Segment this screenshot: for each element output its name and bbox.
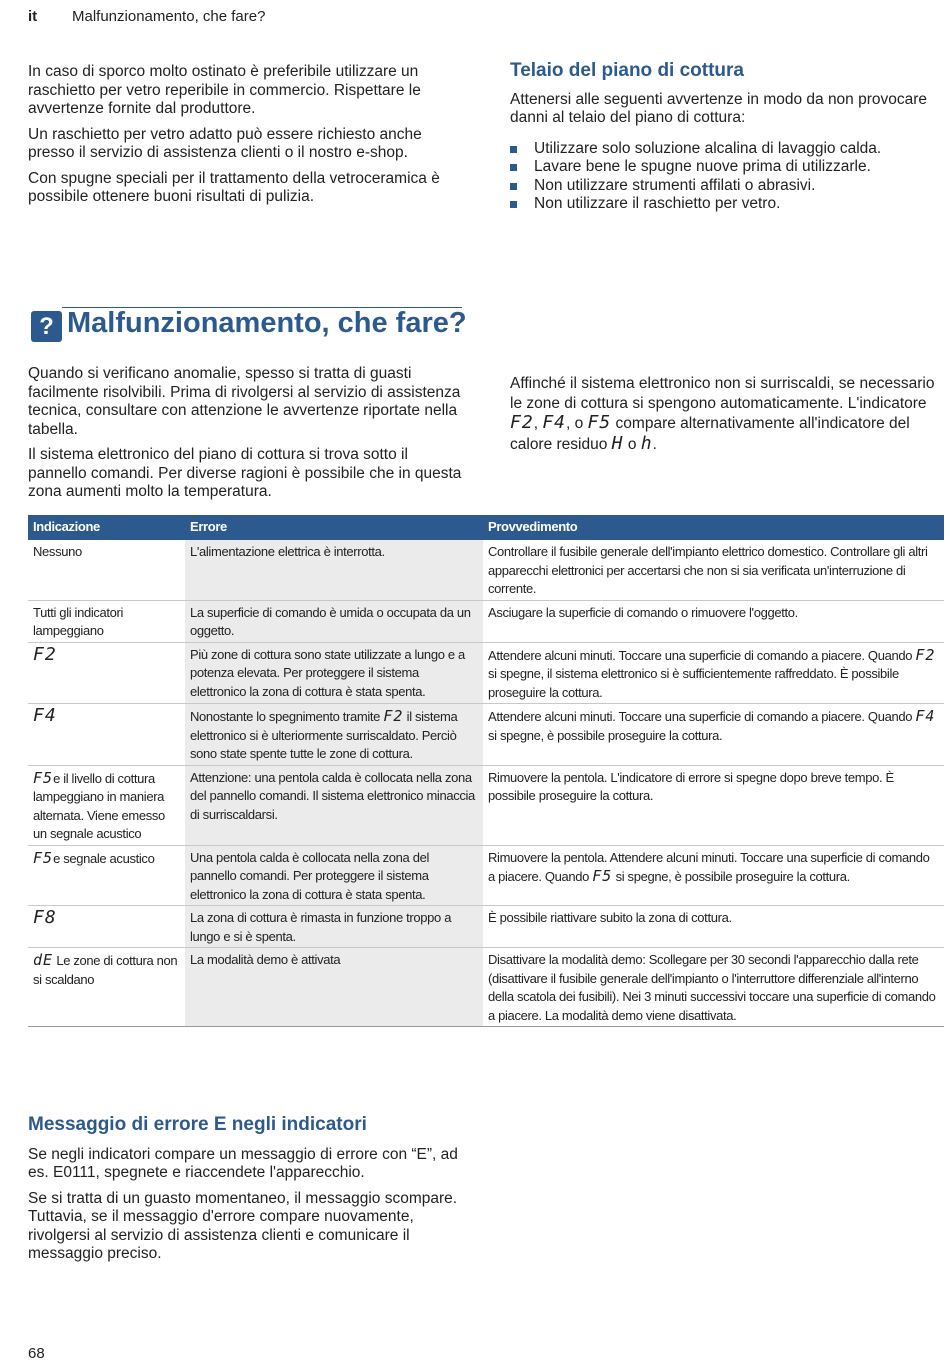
paragraph-error-e: Se negli indicatori compare un messaggio di errore con “E”, ad es. E0111, spegnete e riaccendete l'apparecchio. <box>28 1145 458 1181</box>
paragraph-eshop: Un raschietto per vetro adatto può essere richiesto anche presso il servizio di assistenza clienti o il nostro e-shop. <box>28 125 422 161</box>
language-code: it <box>28 8 38 25</box>
text: , <box>533 415 543 432</box>
display-code: F4 <box>33 705 57 726</box>
indication-cell: Tutti gli indicatori lampeggiano <box>28 600 185 642</box>
display-code: F5 <box>587 412 612 433</box>
frame-heading: Telaio del piano di cottura <box>510 60 745 81</box>
error-cell: La modalità demo è attivata <box>185 948 483 1027</box>
column-header: Provvedimento <box>483 515 944 540</box>
display-code: H <box>611 432 624 454</box>
frame-list <box>510 140 942 214</box>
indication-cell: Nessuno <box>28 540 185 600</box>
bottom-section <box>28 1116 468 1271</box>
remedy-cell: Controllare il fusibile generale dell'impianto elettrico domestico. Controllare gli altri apparecchi elettronici per accertarsi che non si sia verificata un'interruzione di corrente. <box>483 540 944 600</box>
display-code: F2 <box>33 643 57 665</box>
table-row <box>28 704 944 766</box>
error-cell: La superficie di comando è umida o occupata da un oggetto. <box>185 600 483 642</box>
display-code: F4 <box>542 412 566 433</box>
indication-cell <box>28 704 185 766</box>
indication-cell <box>28 845 185 906</box>
text: si spegne, è possibile proseguire la cottura. <box>488 727 723 743</box>
list-item: Utilizzare solo soluzione alcalina di lavaggio calda. <box>510 140 942 159</box>
paragraph-electronics: Il sistema elettronico del piano di cottura si trova sotto il pannello comandi. Per diverse ragioni è possibile che in questa zona aumenti molto la temperatura. <box>28 446 462 500</box>
table-row <box>28 642 944 704</box>
text: Nonostante lo spegnimento tramite <box>190 709 384 724</box>
indication-cell <box>28 642 185 704</box>
paragraph-scraper: In caso di sporco molto ostinato è preferibile utilizzare un raschietto per vetro reperibile in commercio. Rispettare le avvertenze fornite dal produttore. <box>28 63 421 117</box>
error-cell: Una pentola calda è collocata nella zona del pannello comandi. Per proteggere il sistema elettronico la zona di cottura è stata spenta. <box>185 845 483 906</box>
text: Le zone di cottura non si scaldano <box>33 953 178 987</box>
text: Attendere alcuni minuti. Toccare una superficie di comando a piacere. Quando <box>488 647 916 663</box>
text: e il livello di cottura lampeggiano in maniera alternata. Viene emesso un segnale acustico <box>33 770 165 841</box>
remedy-cell: È possibile riattivare subito la zona di cottura. <box>483 906 944 948</box>
list-item: Non utilizzare strumenti affilati o abrasivi. <box>510 177 942 196</box>
list-item: Lavare bene le spugne nuove prima di utilizzarle. <box>510 158 942 177</box>
text: Attendere alcuni minuti. Toccare una superficie di comando a piacere. Quando <box>488 709 916 724</box>
text: Affinché il sistema elettronico non si surriscaldi, se necessario le zone di cottura si spengono automaticamente. L'indicatore <box>510 375 935 412</box>
running-header-title: Malfunzionamento, che fare? <box>72 8 266 25</box>
text: . <box>652 435 657 453</box>
error-cell: Attenzione: una pentola calda è collocata nella zona del pannello comandi. Il sistema elettronico minaccia di surriscaldarsi. <box>185 765 483 845</box>
remedy-cell: Rimuovere la pentola. L'indicatore di errore si spegne dopo breve tempo. È possibile proseguire la cottura. <box>483 765 944 845</box>
error-cell: La zona di cottura è rimasta in funzione troppo a lungo e si è spenta. <box>185 906 483 948</box>
table-header-row <box>28 515 944 540</box>
paragraph-sponges: Con spugne speciali per il trattamento della vetroceramica è possibile ottenere buoni risultati di pulizia. <box>28 169 440 205</box>
paragraph-temporary: Se si tratta di un guasto momentaneo, il messaggio scompare. Tuttavia, se il messaggio d'errore compare nuovamente, rivolgersi al servizio di assistenza clienti e comunicare il messaggio preciso. <box>28 1189 458 1262</box>
remedy-cell: Asciugare la superficie di comando o rimuovere l'oggetto. <box>483 600 944 642</box>
paragraph-overheat <box>510 374 946 454</box>
remedy-cell: Disattivare la modalità demo: Scollegare per 30 secondi l'apparecchio dalla rete (disattivare il fusibile generale dell'impianto o l'interruttore differenziale all'interno della scatola dei fusibili). Nei 3 minuti successivi toccare una superficie di comando a piacere. La modalità demo viene disattivata. <box>483 948 944 1027</box>
question-icon: ? <box>31 311 62 342</box>
top-left-column <box>28 63 468 214</box>
remedy-cell <box>483 845 944 906</box>
column-header: Errore <box>185 515 483 540</box>
section-title: Malfunzionamento, che fare? <box>67 307 467 339</box>
display-code: F5 <box>592 867 613 885</box>
column-header: Indicazione <box>28 515 185 540</box>
table-row <box>28 765 944 845</box>
text: compare alternativamente all'indicatore del calore residuo <box>510 415 910 453</box>
mid-left-column <box>28 365 468 509</box>
table-row <box>28 906 944 948</box>
display-code: F2 <box>915 645 936 664</box>
display-code: F4 <box>915 707 936 725</box>
text: , o <box>566 415 588 432</box>
text: il sistema elettronico si è ulteriormente surriscaldato. Perciò sono state spente tutte le zone di cottura. <box>190 709 458 761</box>
top-right-column <box>510 62 942 214</box>
frame-intro: Attenersi alle seguenti avvertenze in modo da non provocare danni al telaio del piano di cottura: <box>510 90 928 126</box>
display-code: F5 <box>33 848 54 867</box>
error-cell: Più zone di cottura sono state utilizzate a lungo e a potenza elevata. Per proteggere il sistema elettronico la zona di cottura è stata spenta. <box>185 642 483 704</box>
text: si spegne, è possibile proseguire la cottura. <box>612 869 850 884</box>
display-code: F8 <box>33 907 57 928</box>
text: e segnale acustico <box>53 850 155 866</box>
indication-cell <box>28 906 185 948</box>
mid-right-column <box>510 374 946 454</box>
error-cell <box>185 704 483 766</box>
paragraph-anomalies: Quando si verificano anomalie, spesso si tratta di guasti facilmente risolvibili. Prima di rivolgersi al servizio di assistenza tecnica, consultare con attenzione le avvertenze riportate nella tabella. <box>28 365 461 438</box>
text: si spegne, il sistema elettronico si è sufficientemente raffreddato. È possibile proseguire la cottura. <box>488 666 899 700</box>
display-code: F2 <box>510 412 534 433</box>
text: o <box>623 435 641 453</box>
indication-cell <box>28 948 185 1027</box>
error-cell: L'alimentazione elettrica è interrotta. <box>185 540 483 600</box>
remedy-cell <box>483 642 944 704</box>
error-e-heading: Messaggio di errore E negli indicatori <box>28 1114 367 1135</box>
text: Rimuovere la pentola. Attendere alcuni minuti. Toccare una superficie di comando a piacere. Quando <box>488 849 930 884</box>
table-row <box>28 540 944 600</box>
remedy-cell <box>483 704 944 766</box>
display-code: dE <box>33 951 54 969</box>
table-row <box>28 845 944 906</box>
display-code: F2 <box>383 707 404 725</box>
table-row <box>28 948 944 1027</box>
list-item: Non utilizzare il raschietto per vetro. <box>510 195 942 214</box>
table-row <box>28 600 944 642</box>
page-number: 68 <box>28 1345 45 1362</box>
display-code: h <box>640 432 653 454</box>
display-code: F5 <box>33 768 54 787</box>
indication-cell <box>28 765 185 845</box>
fault-table <box>28 515 944 1027</box>
